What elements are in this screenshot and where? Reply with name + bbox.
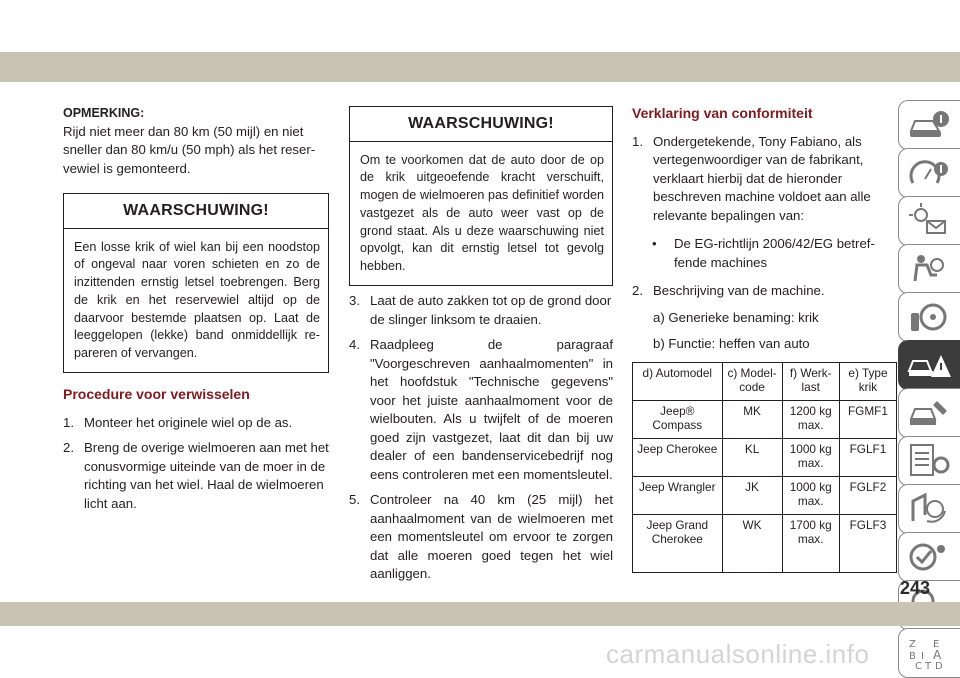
tab-safety[interactable] [898, 244, 960, 294]
table-header: c) Modelcode [722, 362, 782, 400]
procedure-step: 5. Controleer na 40 km (25 mijl) het aanhaalmoment van de wielmoeren met een momentsleutel om ervoor te zorgen dat alle moeren goed tegen het wiel aanliggen. [349, 492, 613, 582]
table-header: e) Type krik [839, 362, 896, 400]
specifications-icon [907, 443, 951, 479]
tab-emergency[interactable] [898, 340, 960, 390]
table-cell: MK [722, 400, 782, 438]
table-cell: Jeep Grand Cherokee [633, 514, 723, 572]
table-header: d) Automodel [633, 362, 723, 400]
table-header-row [633, 362, 897, 400]
table-cell: 1200 kg max. [782, 400, 839, 438]
svg-text:D: D [935, 661, 943, 671]
conformity-item: 2. Beschrijving van de machine. [632, 283, 825, 298]
conformity-title: Verklaring van conformiteit [632, 105, 813, 121]
svg-text:A: A [933, 648, 942, 662]
watermark: carmanualsonline.info [606, 639, 870, 669]
maintenance-icon [907, 395, 951, 431]
table-cell: Jeep Cherokee [633, 438, 723, 476]
table-row [633, 514, 897, 572]
tab-multimedia[interactable] [898, 484, 960, 534]
table-row [633, 438, 897, 476]
note-title: OPMERKING: [63, 106, 145, 120]
tab-index[interactable] [898, 628, 960, 678]
dashboard-info-icon [907, 155, 951, 191]
customer-assistance-icon [907, 539, 951, 575]
driving-icon [907, 299, 951, 335]
column-right [632, 104, 897, 573]
emergency-icon [907, 347, 951, 383]
table-cell: FGLF1 [839, 438, 896, 476]
table-row [633, 476, 897, 514]
table-cell: WK [722, 514, 782, 572]
tab-maintenance[interactable] [898, 388, 960, 438]
column-middle [349, 106, 613, 591]
svg-text:B: B [909, 651, 916, 662]
warning-text-2: Om te voorkomen dat de auto door de op de krik uitgeoefende kracht verschuift, mogen de wielmoeren pas definitief worden vastgezet als de auto weer vast op de grond staat. Als u deze waarschuwing niet opvolgt, kan dit ernstig letsel tot gevolg hebben. [360, 152, 604, 274]
tab-warning-lights[interactable] [898, 196, 960, 246]
procedure-step: 1. Monteer het originele wiel op de as. [63, 414, 293, 430]
svg-text:I: I [921, 651, 924, 662]
warning-lights-icon [907, 203, 951, 239]
table-header: f) Werklast [782, 362, 839, 400]
table-cell: Jeep Wrangler [633, 476, 723, 514]
procedure-step: 2. Breng de overige wielmoeren aan met het conusvormige uiteinde van de moer in de richting van het wiel. Haal de wielmoeren licht aan. [63, 440, 329, 511]
multimedia-icon [907, 491, 951, 527]
index-letters-icon [907, 635, 951, 671]
footer-band [0, 602, 960, 626]
conformity-item: 1. Ondergetekende, Tony Fabiano, als vertegenwoordiger van de fabrikant, verklaart hierbij dat de hieronder beschreven machine voldoet aan alle relevante bepalingen van: [632, 133, 871, 223]
svg-text:E: E [933, 639, 940, 650]
note-text: Rijd niet meer dan 80 km (50 mijl) en niet sneller dan 80 km/u (50 mph) als het reservewiel is gemonteerd. [63, 123, 316, 176]
table-cell: Jeep® Compass [633, 400, 723, 438]
column-left [63, 100, 329, 520]
table-cell: 1700 kg max. [782, 514, 839, 572]
jack-spec-table [632, 362, 897, 573]
page-number: 243 [900, 578, 931, 598]
procedure-step: 4. Raadpleeg de paragraaf "Voorgeschreven aanhaalmomenten" in het hoofdstuk "Technische gegevens" voor het juiste aanhaalmoment voor de wielbouten. Als u twijfelt of de moeren goed zijn vastgezet, laat dit dan bij uw dealer of een bandenservicebedrijf nog eens controleren met een momentsleutel. [349, 337, 613, 482]
generic-name-line: a) Generieke benaming: krik [653, 309, 819, 325]
warning-title-1: WAARSCHUWING! [64, 194, 328, 229]
safety-airbag-icon [907, 251, 951, 287]
table-cell: KL [722, 438, 782, 476]
svg-text:C: C [915, 661, 922, 671]
tab-specifications[interactable] [898, 436, 960, 486]
table-cell: JK [722, 476, 782, 514]
table-cell: 1000 kg max. [782, 438, 839, 476]
svg-text:Z: Z [909, 639, 916, 650]
warning-box-2 [349, 106, 613, 286]
table-cell: FGLF3 [839, 514, 896, 572]
svg-text:T: T [925, 661, 932, 671]
warning-title-2: WAARSCHUWING! [350, 107, 612, 142]
car-info-icon [907, 107, 951, 143]
tab-customer-assistance[interactable] [898, 532, 960, 582]
warning-box-1 [63, 193, 329, 373]
tab-driving[interactable] [898, 292, 960, 342]
conformity-bullet: • De EG-richtlijn 2006/42/EG betreffende machines [652, 236, 875, 270]
tab-dashboard-info[interactable] [898, 148, 960, 198]
procedure-step: 3. Laat de auto zakken tot op de grond door de slinger linksom te draaien. [349, 293, 612, 327]
table-cell: FGLF2 [839, 476, 896, 514]
table-cell: FGMF1 [839, 400, 896, 438]
table-cell: 1000 kg max. [782, 476, 839, 514]
function-line: b) Functie: heffen van auto [653, 336, 810, 351]
warning-text-1: Een losse krik of wiel kan bij een noodstop of ongeval naar voren schieten en zo de inzittenden ernstig letsel toebrengen. Berg de krik en het reservewiel altijd op de daarvoor bestemde plaatsen op. Laat de leeggelopen (lekke) band onmiddellijk repareren of vervangen. [74, 239, 320, 361]
tab-car-info[interactable] [898, 100, 960, 150]
procedure-title: Procedure voor verwisselen [63, 386, 250, 403]
header-band [0, 52, 960, 82]
table-row [633, 400, 897, 438]
